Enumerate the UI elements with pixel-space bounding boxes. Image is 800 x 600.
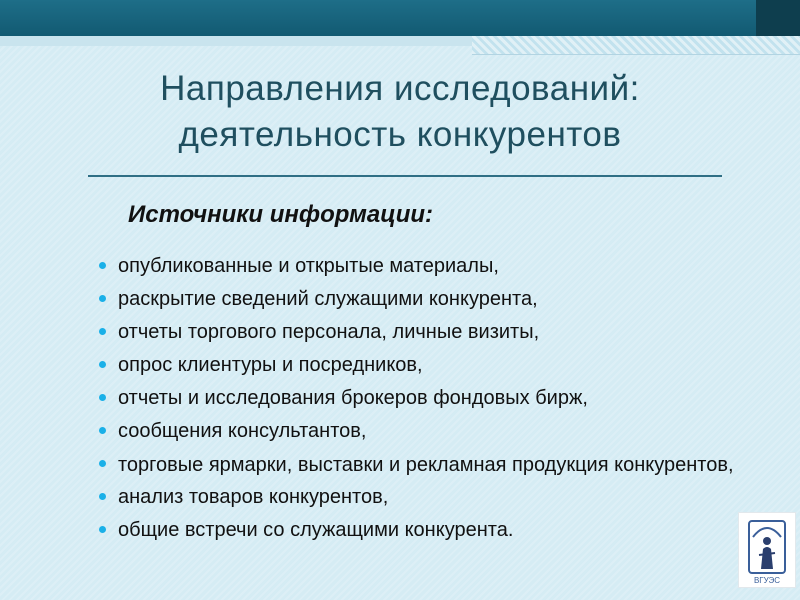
bullet-dot-icon (99, 262, 106, 269)
header-band (0, 0, 800, 36)
bullet-item (98, 283, 758, 316)
bullet-item (98, 481, 758, 514)
bullet-text: общие встречи со служащими конкурента. (118, 519, 514, 541)
bullet-item (98, 382, 758, 415)
bullet-text: опубликованные и открытые материалы, (118, 255, 499, 277)
bullet-text: опрос клиентуры и посредников, (118, 354, 423, 376)
section-subtitle: Источники информации: (128, 201, 434, 228)
header-strip (0, 36, 472, 46)
bullet-item (98, 349, 758, 382)
bullet-dot-icon (99, 295, 106, 302)
title-divider (88, 175, 722, 177)
bullet-item (98, 448, 758, 481)
bullet-text: отчеты торгового персонала, личные визиты, (118, 321, 540, 343)
bullet-item (98, 514, 758, 547)
bullet-list (98, 250, 758, 547)
slide-title (40, 66, 760, 158)
bullet-item (98, 316, 758, 349)
bullet-dot-icon (99, 526, 106, 533)
bullet-dot-icon (99, 427, 106, 434)
bullet-text: раскрытие сведений служащими конкурента, (118, 288, 538, 310)
header-strip-pattern (472, 36, 800, 55)
bullet-text: сообщения консультантов, (118, 420, 367, 442)
bullet-dot-icon (99, 361, 106, 368)
university-logo (738, 512, 796, 588)
logo-lettering: ВГУЭС (753, 576, 781, 585)
bullet-item (98, 415, 758, 448)
slide-title-line-2: деятельность конкурентов (178, 115, 622, 154)
bullet-text: анализ товаров конкурентов, (118, 486, 389, 508)
header-band-corner (756, 0, 800, 36)
bullet-dot-icon (99, 328, 106, 335)
bullet-text: торговые ярмарки, выставки и рекламная продукция конкурентов, (118, 454, 734, 476)
slide-title-line-1: Направления исследований: (160, 69, 640, 108)
bullet-text: отчеты и исследования брокеров фондовых бирж, (118, 387, 588, 409)
bullet-dot-icon (99, 460, 106, 467)
bullet-item (98, 250, 758, 283)
bullet-dot-icon (99, 493, 106, 500)
university-logo-icon (739, 513, 795, 587)
bullet-dot-icon (99, 394, 106, 401)
